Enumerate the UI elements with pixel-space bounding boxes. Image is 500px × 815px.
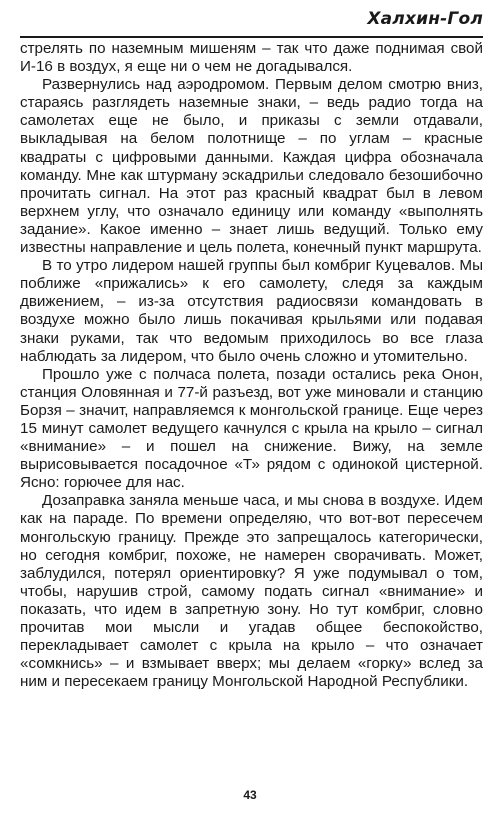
- paragraph: В то утро лидером нашей группы был комбриг Куцевалов. Мы поближе «прижались» к его самолету, следя за каждым движением, – из-за отсутствия радиосвязи командовать в воздухе можно было лишь покачивая крыльями или подавая знаки руками, так что ведомым приходилось во все глаза наблюдать за лидером, что было очень сложно и утомительно.: [20, 257, 483, 365]
- paragraph: Прошло уже с полчаса полета, позади остались река Онон, станция Оловянная и 77-й разъезд, вот уже миновали и станцию Борзя – значит, направляемся к монгольской границе. Еще через 15 минут самолет ведущего качнулся с крыла на крыло – сигнал «внимание» – и пошел на снижение. Вижу, на земле вырисовывается посадочное «Т» рядом с одинокой цистерной. Ясно: горючее для нас.: [20, 365, 483, 492]
- running-header: [20, 4, 483, 38]
- paragraph: Дозаправка заняла меньше часа, и мы снова в воздухе. Идем как на параде. По времени определяю, что вот-вот пересечем монгольскую границу. Прежде это запрещалось категорически, но сегодня комбриг, похоже, не намерен сворачивать. Может, заблудился, потерял ориентировку? Я уже подумывал о том, чтобы, нарушив строй, самому подать сигнал «внимание» и показать, что идем в запретную зону. Но тут комбриг, словно прочитав мои мысли и угадав общее беспокойство, перекладывает самолет с крыла на крыло – что означает «сомкнись» – и взмывает вверх; мы делаем «горку» вслед за ним и пересекаем границу Монгольской Народной Республики.: [20, 492, 483, 691]
- page-number: 43: [243, 788, 257, 802]
- paragraph-continued: стрелять по наземным мишеням – так что даже поднимая свой И-16 в воздух, я еще ни о чем не догадывался.: [20, 40, 483, 76]
- paragraph: Развернулись над аэродромом. Первым делом смотрю вниз, стараясь разглядеть наземные знаки, – ведь радио тогда на самолетах еще не было, и приказы с земли отдавали, выкладывая на белом полотнище – по углам – красные квадраты с цифровыми данными. Каждая цифра обозначала команду. Мне как штурману эскадрильи следовало безошибочно прочитать сигнал. На этот раз красный квадрат был в левом верхнем углу, что означало единицу или команду «выполнять задание». Какое именно – знает лишь ведущий. Только ему известны направление и цель полета, конечный пункт маршрута.: [20, 76, 483, 257]
- page-body: [20, 40, 483, 691]
- running-title: Халхин-Гол: [367, 9, 483, 29]
